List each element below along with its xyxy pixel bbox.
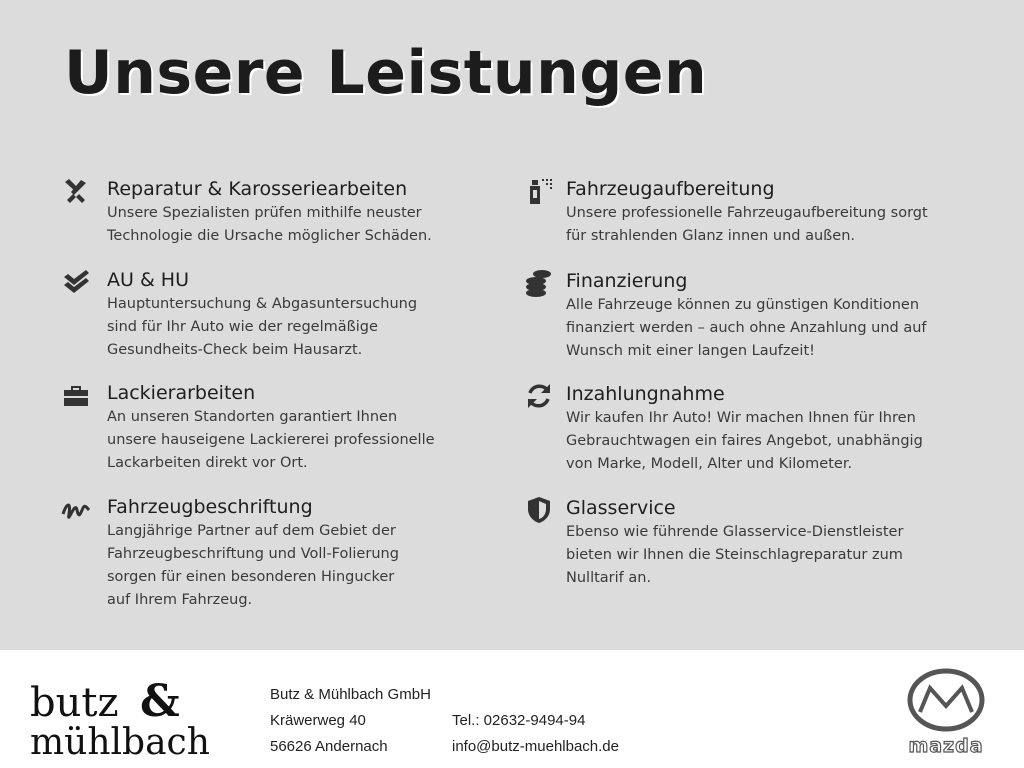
service-description-line: Gesundheits-Check beim Hausarzt.: [107, 342, 363, 358]
service-description-line: von Marke, Modell, Alter und Kilometer.: [566, 456, 853, 472]
service-description-line: für strahlenden Glanz innen und außen.: [566, 228, 856, 244]
signature-icon: [61, 494, 91, 524]
company-name: Butz & Mühlbach GmbH: [270, 686, 431, 703]
double-check-icon: [61, 267, 91, 297]
service-description-line: bieten wir Ihnen die Steinschlagreparatur zum: [566, 547, 903, 563]
service-item: [566, 268, 1006, 363]
mazda-logo: [890, 668, 1002, 758]
spray-bottle-icon: [524, 176, 554, 206]
service-description-line: auf Ihrem Fahrzeug.: [107, 592, 253, 608]
service-description-line: sind für Ihr Auto wie der regelmäßige: [107, 319, 378, 335]
service-description-line: Alle Fahrzeuge können zu günstigen Konditionen: [566, 297, 920, 313]
service-description-line: sorgen für einen besonderen Hingucker: [107, 569, 395, 585]
service-item: [107, 267, 547, 362]
sync-icon: [524, 381, 554, 411]
service-heading: Glasservice: [566, 497, 676, 519]
service-heading: Fahrzeugbeschriftung: [107, 496, 313, 518]
service-heading: Lackierarbeiten: [107, 382, 256, 404]
toolbox-icon: [61, 380, 91, 410]
service-description-line: An unseren Standorten garantiert Ihnen: [107, 409, 398, 425]
service-description-line: Wir kaufen Ihr Auto! Wir machen Ihnen für Ihren: [566, 410, 916, 426]
service-description-line: Technologie die Ursache möglicher Schäden.: [107, 228, 432, 244]
service-description-line: Nulltarif an.: [566, 570, 652, 586]
service-description-line: Lackarbeiten direkt vor Ort.: [107, 455, 308, 471]
service-description-line: Unsere professionelle Fahrzeugaufbereitung sorgt: [566, 205, 928, 221]
service-description-line: Gebrauchtwagen ein faires Angebot, unabhängig: [566, 433, 923, 449]
service-description-line: unsere hauseigene Lackiererei professionelle: [107, 432, 435, 448]
wrench-screwdriver-icon: [61, 176, 91, 206]
service-heading: Fahrzeugaufbereitung: [566, 178, 775, 200]
phone-number: Tel.: 02632-9494-94: [452, 712, 586, 729]
service-heading: Reparatur & Karosseriearbeiten: [107, 178, 408, 200]
service-description-line: Hauptuntersuchung & Abgasuntersuchung: [107, 296, 418, 312]
city-address: 56626 Andernach: [270, 738, 388, 755]
service-description-line: finanziert werden – auch ohne Anzahlung und auf: [566, 320, 927, 336]
coins-icon: [524, 268, 554, 298]
page-title: Unsere Leistungen: [64, 38, 708, 108]
shield-icon: [524, 495, 554, 525]
svg-text:mühlbach: mühlbach: [30, 722, 210, 758]
service-item: [107, 494, 547, 612]
email-address[interactable]: info@butz-muehlbach.de: [452, 738, 619, 755]
service-heading: Inzahlungnahme: [566, 383, 725, 405]
butz-muehlbach-logo: [30, 668, 240, 758]
svg-text:&: &: [140, 676, 180, 727]
service-item: [107, 380, 547, 475]
svg-text:mazda: mazda: [908, 735, 984, 757]
street-address: Kräwerweg 40: [270, 712, 366, 729]
service-heading: AU & HU: [107, 269, 189, 291]
service-item: [107, 176, 547, 248]
service-description-line: Fahrzeugbeschriftung und Voll-Folierung: [107, 546, 399, 562]
svg-text:butz: butz: [30, 680, 119, 726]
service-item: [566, 176, 1006, 248]
service-item: [566, 381, 1006, 476]
service-item: [566, 495, 1006, 590]
service-description-line: Wunsch mit einer langen Laufzeit!: [566, 343, 815, 359]
service-description-line: Langjährige Partner auf dem Gebiet der: [107, 523, 396, 539]
service-description-line: Ebenso wie führende Glasservice-Dienstleister: [566, 524, 904, 540]
service-heading: Finanzierung: [566, 270, 688, 292]
service-description-line: Unsere Spezialisten prüfen mithilfe neuster: [107, 205, 422, 221]
